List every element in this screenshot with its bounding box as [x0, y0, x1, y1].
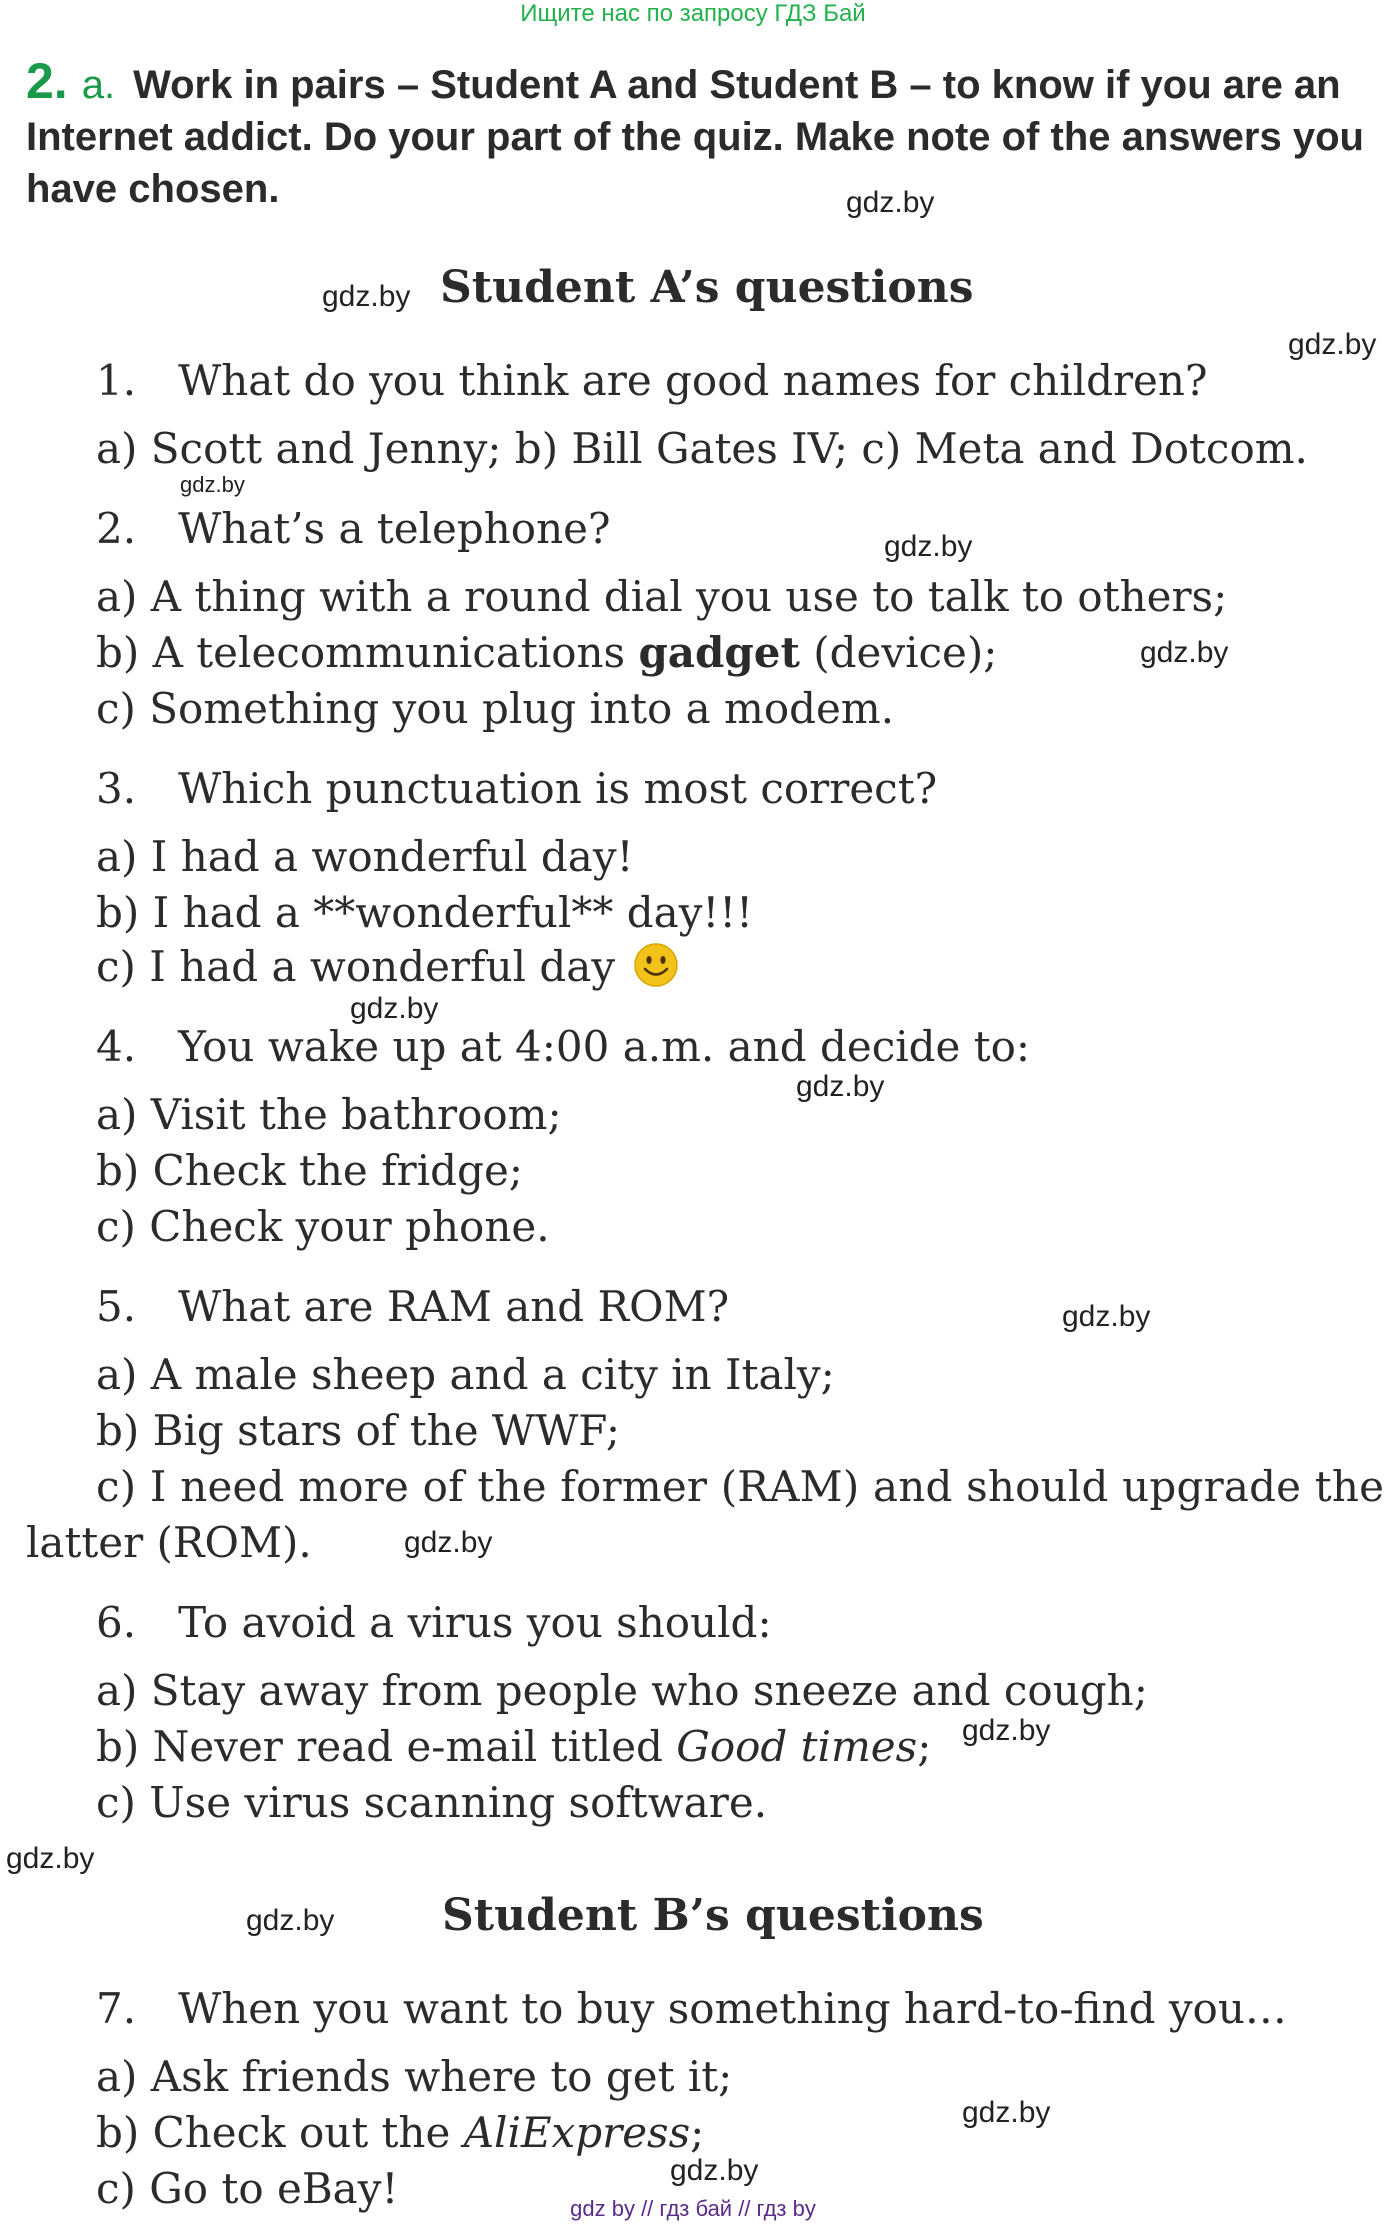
question-2: 2. What’s a telephone? — [96, 504, 611, 553]
heading-student-b: Student B’s questions — [442, 1890, 984, 1941]
question-5: 5. What are RAM and ROM? — [96, 1282, 730, 1331]
question-3: 3. Which punctuation is most correct? — [96, 764, 938, 813]
question-4-option-a: a) Visit the bathroom; — [96, 1090, 562, 1139]
task-number: 2. — [26, 53, 68, 109]
top-search-link[interactable]: Ищите нас по запросу ГДЗ Бай — [520, 0, 866, 27]
option-italic-title: Good times — [676, 1722, 918, 1771]
question-2-option-a: a) A thing with a round dial you use to talk to others; — [96, 572, 1228, 621]
watermark: gdz.by — [884, 530, 973, 563]
question-2-option-b — [96, 628, 997, 677]
watermark: gdz.by — [962, 1714, 1051, 1747]
watermark: gdz.by — [962, 2096, 1051, 2129]
question-4-option-c: c) Check your phone. — [96, 1202, 550, 1251]
question-6-option-c: c) Use virus scanning software. — [96, 1778, 768, 1827]
question-2-option-c: c) Something you plug into a modem. — [96, 684, 895, 733]
question-6: 6. To avoid a virus you should: — [96, 1598, 772, 1647]
watermark: gdz.by — [6, 1842, 95, 1875]
question-7-option-a: a) Ask friends where to get it; — [96, 2052, 733, 2101]
question-5-option-a: a) A male sheep and a city in Italy; — [96, 1350, 835, 1399]
smiley-face-icon — [633, 942, 679, 998]
option-text: b) A telecommunications — [96, 628, 639, 677]
option-text: b) Never read e-mail titled — [96, 1722, 677, 1771]
task-instruction — [26, 55, 1366, 215]
task-letter: a. — [81, 63, 116, 107]
question-4: 4. You wake up at 4:00 a.m. and decide to: — [96, 1022, 1031, 1071]
watermark: gdz.by — [1062, 1300, 1151, 1333]
watermark: gdz.by — [796, 1070, 885, 1103]
question-1-options: a) Scott and Jenny; b) Bill Gates IV; c) Meta and Dotcom. — [96, 424, 1308, 473]
watermark: gdz.by — [350, 992, 439, 1025]
question-7: 7. When you want to buy something hard-to-find you… — [96, 1984, 1287, 2033]
question-5-option-c-continued: latter (ROM). — [26, 1518, 312, 1567]
watermark: gdz.by — [322, 280, 411, 313]
question-5-option-c: c) I need more of the former (RAM) and should upgrade the — [96, 1462, 1385, 1511]
task-text: Work in pairs – Student A and Student B – to know if you are an Internet addict. Do your part of the quiz. Make note of the answers you have chosen. — [26, 63, 1364, 211]
question-5-option-b: b) Big stars of the WWF; — [96, 1406, 621, 1455]
watermark: gdz.by — [670, 2154, 759, 2187]
question-6-option-a: a) Stay away from people who sneeze and cough; — [96, 1666, 1148, 1715]
question-1: 1. What do you think are good names for children? — [96, 356, 1208, 405]
footer-links[interactable]: gdz by // гдз бай // гдз by — [570, 2196, 816, 2221]
question-3-option-b: b) I had a **wonderful** day!!! — [96, 888, 754, 937]
heading-student-a: Student A’s questions — [440, 262, 974, 313]
question-3-option-c — [96, 942, 679, 998]
question-7-option-b — [96, 2108, 704, 2157]
option-bold-word: gadget — [638, 628, 800, 677]
option-text: b) Check out the — [96, 2108, 464, 2157]
option-text: (device); — [799, 628, 998, 677]
option-text: ; — [690, 2108, 705, 2157]
watermark: gdz.by — [180, 472, 245, 497]
option-text: c) I had a wonderful day — [96, 942, 616, 991]
option-italic-name: AliExpress — [463, 2108, 691, 2157]
watermark: gdz.by — [246, 1904, 335, 1937]
watermark: gdz.by — [846, 186, 935, 219]
question-6-option-b — [96, 1722, 931, 1771]
question-7-option-c: c) Go to eBay! — [96, 2164, 399, 2213]
watermark: gdz.by — [1288, 328, 1377, 361]
option-text: ; — [917, 1722, 932, 1771]
watermark: gdz.by — [404, 1526, 493, 1559]
watermark: gdz.by — [1140, 636, 1229, 669]
question-3-option-a: a) I had a wonderful day! — [96, 832, 634, 881]
question-4-option-b: b) Check the fridge; — [96, 1146, 523, 1195]
